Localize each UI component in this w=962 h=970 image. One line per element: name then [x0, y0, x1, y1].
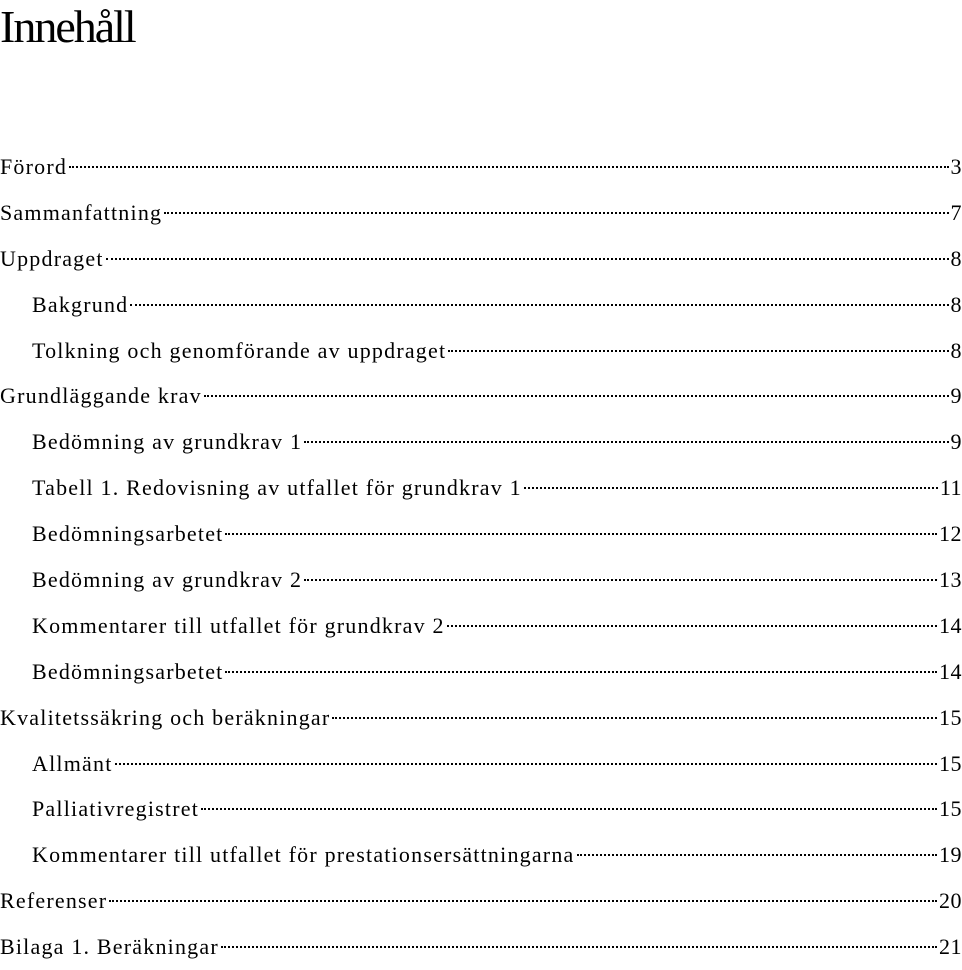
toc-dot-leader — [332, 695, 937, 719]
toc-page-number: 20 — [939, 878, 962, 924]
toc-entry-label: Bilaga 1. Beräkningar — [0, 924, 219, 970]
toc-entry-bilaga-1[interactable] — [0, 924, 962, 970]
toc-dot-leader — [304, 557, 937, 581]
toc-dot-leader — [201, 786, 937, 810]
toc-dot-leader — [130, 282, 948, 306]
toc-dot-leader — [204, 373, 949, 397]
toc-dot-leader — [164, 190, 948, 214]
toc-entry-allmant[interactable] — [0, 741, 962, 787]
toc-page-number: 9 — [951, 373, 962, 419]
toc-entry-tolkning[interactable] — [0, 328, 962, 374]
toc-page-number: 8 — [951, 328, 962, 374]
toc-entry-tabell-1[interactable] — [0, 465, 962, 511]
toc-entry-label: Bakgrund — [32, 282, 128, 328]
toc-page-number: 3 — [951, 144, 962, 190]
toc-entry-label: Referenser — [0, 878, 107, 924]
toc-page-number: 9 — [951, 419, 962, 465]
toc-entry-bedomningsarbetet[interactable] — [0, 511, 962, 557]
toc-entry-kommentarer-grundkrav-2[interactable] — [0, 603, 962, 649]
toc-entry-label: Sammanfattning — [0, 190, 162, 236]
toc-dot-leader — [447, 603, 937, 627]
toc-dot-leader — [577, 832, 937, 856]
toc-entry-label: Bedömning av grundkrav 1 — [32, 419, 302, 465]
toc-dot-leader — [225, 511, 937, 535]
toc-dot-leader — [106, 236, 949, 260]
toc-page-number: 13 — [939, 557, 962, 603]
toc-entry-label: Bedömningsarbetet — [32, 511, 223, 557]
toc-entry-label: Bedömningsarbetet — [32, 649, 223, 695]
toc-dot-leader — [524, 465, 938, 489]
toc-entry-label: Förord — [0, 144, 67, 190]
toc-entry-label: Allmänt — [32, 741, 113, 787]
toc-entry-forord[interactable] — [0, 144, 962, 190]
toc-entry-label: Grundläggande krav — [0, 373, 202, 419]
toc-page-number: 19 — [939, 832, 962, 878]
toc-page-number: 11 — [940, 465, 962, 511]
toc-page-number: 12 — [939, 511, 962, 557]
toc-dot-leader — [109, 878, 937, 902]
toc-dot-leader — [304, 419, 948, 443]
toc-entry-bedomning-grundkrav-2[interactable] — [0, 557, 962, 603]
toc-page-number: 15 — [939, 786, 962, 832]
toc-entry-kommentarer-prestationsersattningarna[interactable] — [0, 832, 962, 878]
toc-entry-label: Bedömning av grundkrav 2 — [32, 557, 302, 603]
toc-page-number: 15 — [939, 741, 962, 787]
toc-entry-kvalitetssakring[interactable] — [0, 695, 962, 741]
toc-dot-leader — [69, 144, 948, 168]
toc-page-number: 8 — [951, 236, 962, 282]
toc-entry-bakgrund[interactable] — [0, 282, 962, 328]
toc-page-number: 15 — [939, 695, 962, 741]
toc-dot-leader — [448, 328, 948, 352]
toc-dot-leader — [221, 924, 937, 948]
toc-page-number: 14 — [939, 603, 962, 649]
toc-dot-leader — [115, 741, 937, 765]
toc-entry-bedomning-grundkrav-1[interactable] — [0, 419, 962, 465]
toc-page-number: 21 — [939, 924, 962, 970]
toc-entry-label: Uppdraget — [0, 236, 104, 282]
toc-entry-label: Kvalitetssäkring och beräkningar — [0, 695, 330, 741]
toc-page-number: 7 — [951, 190, 962, 236]
toc-entry-label: Kommentarer till utfallet för grundkrav 2 — [32, 603, 445, 649]
toc-entry-bedomningsarbetet[interactable] — [0, 649, 962, 695]
table-of-contents — [0, 144, 962, 970]
toc-dot-leader — [225, 649, 937, 673]
toc-page-number: 8 — [951, 282, 962, 328]
toc-entry-referenser[interactable] — [0, 878, 962, 924]
toc-entry-label: Kommentarer till utfallet för prestationsersättningarna — [32, 832, 575, 878]
toc-entry-label: Palliativregistret — [32, 786, 199, 832]
toc-entry-label: Tolkning och genomförande av uppdraget — [32, 328, 446, 374]
toc-entry-sammanfattning[interactable] — [0, 190, 962, 236]
toc-entry-palliativregistret[interactable] — [0, 786, 962, 832]
toc-entry-grundlaggande-krav[interactable] — [0, 373, 962, 419]
toc-entry-label: Tabell 1. Redovisning av utfallet för grundkrav 1 — [32, 465, 522, 511]
page-title: Innehåll — [0, 2, 135, 52]
toc-page-number: 14 — [939, 649, 962, 695]
toc-entry-uppdraget[interactable] — [0, 236, 962, 282]
